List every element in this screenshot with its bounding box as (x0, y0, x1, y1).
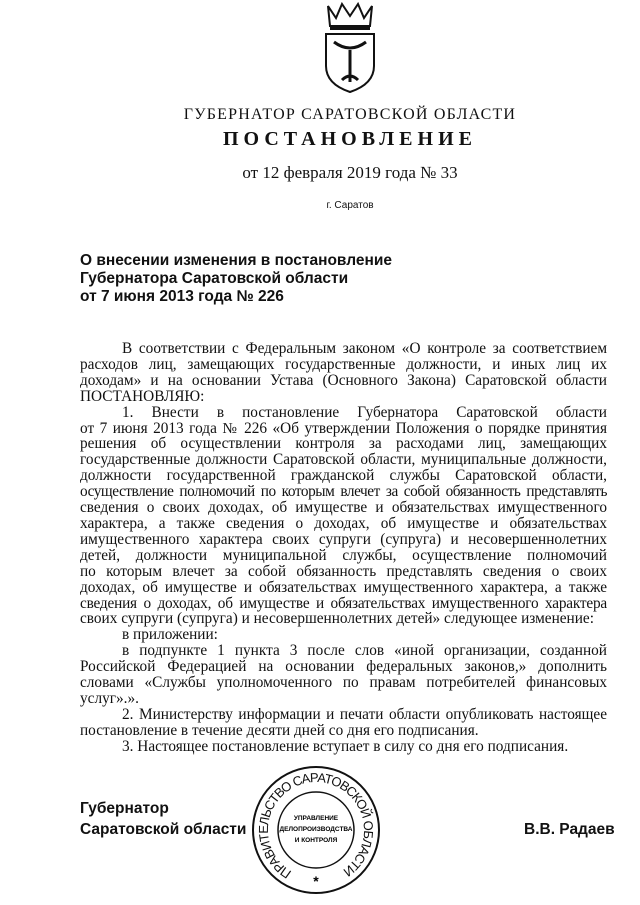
body-line: 1. Внести в постановление Губернатора Саратовской области (122, 403, 607, 421)
seal-center-text: ДЕЛОПРОИЗВОДСТВА (279, 826, 353, 833)
seal-ring-text: ПРАВИТЕЛЬСТВО САРАТОВСКОЙ ОБЛАСТИ (255, 769, 377, 882)
body-line: расходов лиц, замещающих государственные должности, и иных лиц их (80, 355, 607, 373)
body-line: характера, а также сведения о доходах, об имуществе и обязательствах (80, 514, 607, 532)
body-line: в приложении: (122, 626, 218, 644)
body-line: словами «Службы уполномоченного по правам потребителей финансовых (80, 674, 607, 692)
body-line: 3. Настоящее постановление вступает в силу со дня его подписания. (122, 737, 569, 755)
signatory-position: Губернатор (80, 800, 169, 817)
seal-center-text: УПРАВЛЕНИЕ (293, 815, 339, 822)
body-line: имущественного характера своих супруги (супруга) и несовершеннолетних (80, 530, 607, 548)
signatory-name: В.В. Радаев (524, 821, 615, 838)
document-title-line: от 7 июня 2013 года № 226 (80, 288, 284, 305)
body-line: постановление в течение десяти дней со дня его подписания. (80, 721, 479, 739)
document-date-number: от 12 февраля 2019 года № 33 (242, 163, 458, 182)
body-line: должности государственной гражданской службы Саратовской области, (80, 467, 607, 485)
body-line: 2. Министерству информации и печати области опубликовать настоящее (122, 705, 607, 723)
body-line: детей, должности муниципальной службы, осуществление полномочий (80, 546, 607, 564)
official-seal-stamp (250, 764, 382, 896)
document-type: ПОСТАНОВЛЕНИЕ (223, 128, 477, 150)
body-line: доходах, об имуществе и обязательствах имущественного характера, а также (80, 578, 607, 596)
body-line: своих супруги (супруга) и несовершеннолетних детей» следующее изменение: (80, 610, 594, 628)
signatory-position: Саратовской области (80, 821, 247, 838)
body-line: по которым влечет за собой обязанность представлять сведения о своих (80, 562, 607, 580)
body-line: в подпункте 1 пункта 3 после слов «иной организации, созданной (122, 642, 607, 660)
body-line: решения об осуществлении контроля за расходами лиц, замещающих (80, 435, 607, 453)
body-line: сведения о своих доходах, об имуществе и обязательствах имущественного (80, 499, 607, 517)
body-line: государственные должности Саратовской области, муниципальные должности, (80, 451, 607, 469)
document-body (80, 341, 607, 755)
seal-center-text: И КОНТРОЛЯ (294, 837, 338, 844)
body-line: сведения о доходах, об имуществе и обязательствах имущественного характера (80, 594, 607, 612)
body-line: Российской Федерацией на основании федеральных законов,» дополнить (80, 658, 607, 676)
document-city: г. Саратов (326, 200, 374, 211)
body-line: осуществление полномочий по которым влечет за собой обязанность представлять (80, 483, 607, 501)
body-line: услуг».». (80, 689, 139, 707)
coat-of-arms-icon (318, 2, 382, 94)
body-line: В соответствии с Федеральным законом «О контроле за соответствием (122, 340, 607, 357)
seal-star-icon: * (313, 873, 319, 889)
document-title-line: О внесении изменения в постановление (80, 252, 393, 269)
body-line: ПОСТАНОВЛЯЮ: (80, 387, 205, 405)
body-line: от 7 июня 2013 года № 226 «Об утверждении Положения о порядке принятия (80, 419, 607, 437)
body-line: доходам» и на основании Устава (Основного Закона) Саратовской области (80, 371, 607, 389)
document-title-line: Губернатора Саратовской области (80, 270, 349, 287)
issuing-authority: ГУБЕРНАТОР САРАТОВСКОЙ ОБЛАСТИ (183, 106, 517, 123)
